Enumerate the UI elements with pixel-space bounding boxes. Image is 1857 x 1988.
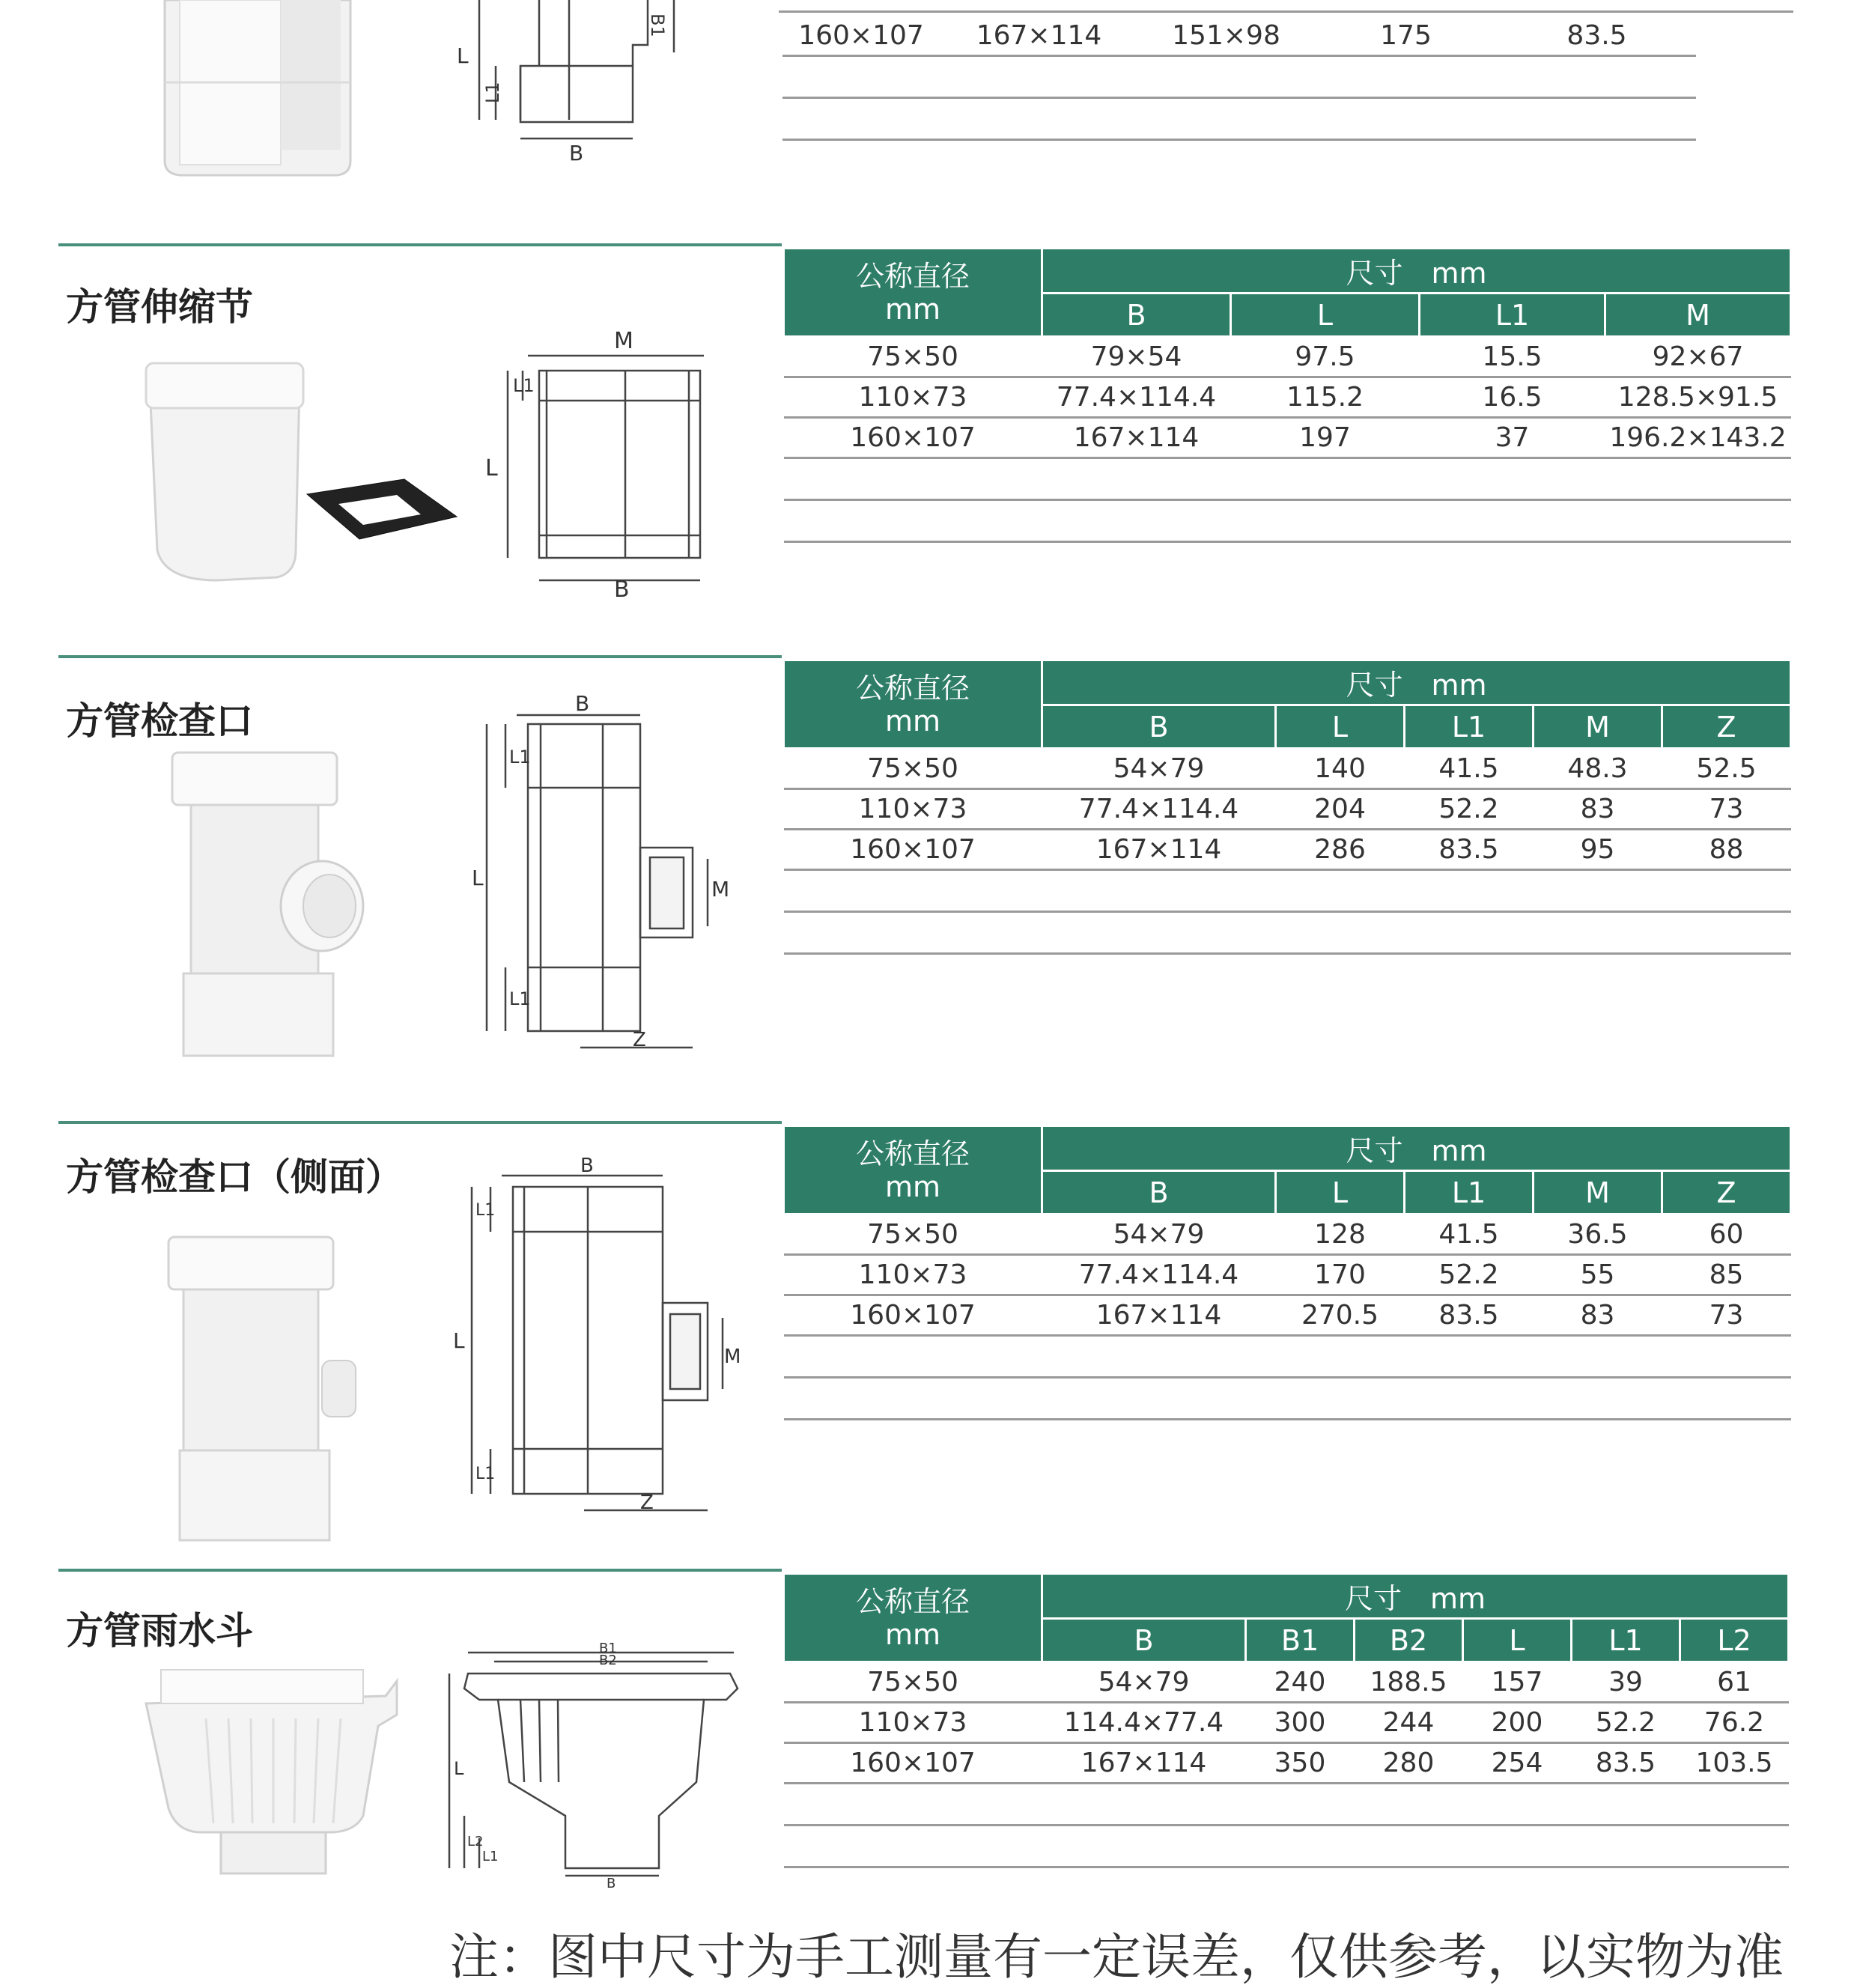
table-cell: 37 <box>1420 418 1605 458</box>
drawing-label-b1: B1 <box>599 1641 617 1656</box>
table-cell: 39 <box>1572 1662 1680 1703</box>
table-cell: 60 <box>1662 1215 1791 1255</box>
drawing-label-b: B <box>614 577 630 603</box>
table-cell: 95 <box>1534 830 1662 870</box>
table-row-blank <box>784 1378 1791 1420</box>
table-cell: 110×73 <box>784 377 1042 418</box>
table-cell: 110×73 <box>784 789 1042 830</box>
table-cell: 48.3 <box>1534 749 1662 789</box>
product-photo-top <box>150 0 367 187</box>
table-row <box>784 1703 1789 1743</box>
section-divider <box>58 243 782 246</box>
table-header-row <box>784 1126 1791 1171</box>
table-cell: 128.5×91.5 <box>1605 377 1791 418</box>
table-cell: 54×79 <box>1042 1215 1276 1255</box>
header-size: 尺寸 mm <box>1042 1574 1789 1619</box>
table-cell: 83.5 <box>1498 16 1696 56</box>
table-cell: 160×107 <box>784 418 1042 458</box>
table-cell: 61 <box>1680 1662 1789 1703</box>
column-header: L <box>1276 705 1405 749</box>
drawing-label-l1-top: L1 <box>509 747 531 767</box>
table-cell: 188.5 <box>1355 1662 1463 1703</box>
product-photo-inspection-port <box>161 749 386 1063</box>
table-cell: 110×73 <box>784 1703 1042 1743</box>
table-cell: 240 <box>1246 1662 1355 1703</box>
drawing-label-m: M <box>724 1346 741 1368</box>
column-header: L <box>1276 1171 1405 1215</box>
table-cell: 270.5 <box>1276 1295 1405 1336</box>
table-cell: 16.5 <box>1420 377 1605 418</box>
table-cell: 77.4×114.4 <box>1042 1255 1276 1295</box>
column-header: M <box>1534 1171 1662 1215</box>
table-cell: 167×114 <box>1042 1743 1246 1784</box>
spec-table-expansion-joint <box>782 247 1792 543</box>
table-cell: 170 <box>1276 1255 1405 1295</box>
table-cell: 85 <box>1662 1255 1791 1295</box>
table-row-blank <box>782 56 1696 98</box>
table-cell: 114.4×77.4 <box>1042 1703 1246 1743</box>
spec-table-inspection-port <box>782 659 1792 955</box>
drawing-label-l1-bottom: L1 <box>509 988 531 1009</box>
table-cell: 92×67 <box>1605 337 1791 377</box>
table-row-blank <box>784 1784 1789 1826</box>
table-cell: 244 <box>1355 1703 1463 1743</box>
table-cell: 41.5 <box>1405 749 1534 789</box>
drawing-label-b: B <box>569 141 584 165</box>
header-size: 尺寸 mm <box>1042 660 1791 705</box>
product-photo-expansion-joint <box>135 356 464 595</box>
table-cell: 73 <box>1662 1295 1791 1336</box>
table-cell: 54×79 <box>1042 749 1276 789</box>
drawing-label-b: B <box>575 691 590 716</box>
table-cell: 204 <box>1276 789 1405 830</box>
header-size: 尺寸 mm <box>1042 249 1791 294</box>
drawing-label-b2: B2 <box>599 1653 617 1668</box>
section-expansion-joint <box>0 243 1857 655</box>
table-cell: 73 <box>1662 789 1791 830</box>
spec-table-rain-hopper <box>782 1572 1790 1868</box>
drawing-label-b1: B1 <box>647 13 668 37</box>
table-row <box>784 749 1791 789</box>
table-cell: 52.2 <box>1405 1255 1534 1295</box>
column-header: B <box>1042 1619 1246 1662</box>
table-row-blank <box>782 98 1696 140</box>
column-header: Z <box>1662 705 1791 749</box>
table-cell: 254 <box>1463 1743 1572 1784</box>
table-cell: 167×114 <box>940 16 1138 56</box>
table-cell: 157 <box>1463 1662 1572 1703</box>
table-cell: 196.2×143.2 <box>1605 418 1791 458</box>
section-title: 方管伸缩节 <box>66 285 253 329</box>
table-cell: 97.5 <box>1231 337 1420 377</box>
drawing-label-z: Z <box>633 1029 646 1051</box>
spec-table-inspection-port-side <box>782 1125 1792 1420</box>
drawing-label-l: L <box>485 455 498 481</box>
table-cell: 200 <box>1463 1703 1572 1743</box>
column-header: L1 <box>1420 294 1605 337</box>
table-cell: 55 <box>1534 1255 1662 1295</box>
technical-drawing-expansion-joint <box>479 326 734 603</box>
table-cell: 128 <box>1276 1215 1405 1255</box>
table-cell: 300 <box>1246 1703 1355 1743</box>
column-header: B2 <box>1355 1619 1463 1662</box>
table-cell: 52.5 <box>1662 749 1791 789</box>
section-divider <box>58 655 782 658</box>
drawing-label-l1-bottom: L1 <box>475 1465 496 1483</box>
technical-drawing-inspection-port <box>472 691 741 1057</box>
table-cell: 15.5 <box>1420 337 1605 377</box>
drawing-label-l1-top: L1 <box>475 1201 496 1220</box>
table-cell: 160×107 <box>784 1743 1042 1784</box>
table-cell: 77.4×114.4 <box>1042 377 1231 418</box>
table-cell: 286 <box>1276 830 1405 870</box>
section-rain-hopper <box>0 1569 1857 1891</box>
table-cell: 75×50 <box>784 1215 1042 1255</box>
header-size: 尺寸 mm <box>1042 1126 1791 1171</box>
table-cell: 76.2 <box>1680 1703 1789 1743</box>
table-cell: 83.5 <box>1572 1743 1680 1784</box>
table-cell: 52.2 <box>1405 789 1534 830</box>
table-row <box>784 1255 1791 1295</box>
table-row-blank <box>784 500 1791 542</box>
table-cell: 167×114 <box>1042 1295 1276 1336</box>
table-cell: 151×98 <box>1138 16 1314 56</box>
section-top-partial <box>0 0 1857 240</box>
table-cell: 103.5 <box>1680 1743 1789 1784</box>
column-header: L1 <box>1572 1619 1680 1662</box>
table-cell: 77.4×114.4 <box>1042 789 1276 830</box>
table-row <box>784 1295 1791 1336</box>
section-title: 方管雨水斗 <box>66 1609 253 1653</box>
drawing-label-l: L <box>457 43 469 68</box>
table-cell: 350 <box>1246 1743 1355 1784</box>
table-cell: 83.5 <box>1405 1295 1534 1336</box>
header-nominal-diameter: 公称直径 mm <box>784 660 1042 749</box>
table-cell: 175 <box>1314 16 1498 56</box>
column-header: M <box>1534 705 1662 749</box>
drawing-label-l2: L2 <box>467 1834 484 1849</box>
table-row <box>784 830 1791 870</box>
table-cell: 75×50 <box>784 749 1042 789</box>
drawing-label-b: B <box>580 1155 594 1177</box>
section-divider <box>58 1121 782 1124</box>
drawing-label-z: Z <box>640 1492 654 1514</box>
table-rule <box>779 10 1793 13</box>
column-header: L1 <box>1405 705 1534 749</box>
drawing-label-m: M <box>711 877 730 902</box>
table-cell: 75×50 <box>784 337 1042 377</box>
technical-drawing-rain-hopper <box>449 1641 749 1891</box>
table-cell: 167×114 <box>1042 418 1231 458</box>
table-row-blank <box>784 912 1791 954</box>
table-header-row <box>784 1574 1789 1619</box>
section-divider <box>58 1569 782 1572</box>
column-header: L <box>1231 294 1420 337</box>
drawing-label-l: L <box>472 866 484 890</box>
spec-table-top <box>782 16 1696 141</box>
table-row <box>784 1215 1791 1255</box>
table-cell: 110×73 <box>784 1255 1042 1295</box>
table-cell: 197 <box>1231 418 1420 458</box>
table-row <box>784 418 1791 458</box>
drawing-label-l1: L1 <box>513 375 535 396</box>
drawing-label-b: B <box>607 1876 616 1891</box>
table-row <box>782 16 1696 56</box>
table-row-blank <box>784 1826 1789 1867</box>
table-cell: 280 <box>1355 1743 1463 1784</box>
table-cell: 160×107 <box>784 1295 1042 1336</box>
column-header: L1 <box>1405 1171 1534 1215</box>
product-photo-rain-hopper <box>139 1666 408 1876</box>
table-row-blank <box>784 1336 1791 1378</box>
product-photo-inspection-port-side <box>161 1233 371 1548</box>
table-row <box>784 789 1791 830</box>
technical-drawing-top <box>449 0 741 172</box>
section-inspection-port <box>0 655 1857 1119</box>
table-cell: 75×50 <box>784 1662 1042 1703</box>
column-header: B <box>1042 294 1231 337</box>
section-title: 方管检查口（侧面） <box>66 1155 403 1199</box>
drawing-label-l: L <box>453 1328 465 1353</box>
column-header: L <box>1463 1619 1572 1662</box>
table-cell: 36.5 <box>1534 1215 1662 1255</box>
header-nominal-diameter: 公称直径 mm <box>784 1126 1042 1215</box>
column-header: B1 <box>1246 1619 1355 1662</box>
table-header-row <box>784 249 1791 294</box>
table-row <box>784 337 1791 377</box>
table-row-blank <box>784 458 1791 500</box>
table-cell: 52.2 <box>1572 1703 1680 1743</box>
header-nominal-diameter: 公称直径 mm <box>784 1574 1042 1662</box>
table-row <box>784 1743 1789 1784</box>
column-header: M <box>1605 294 1791 337</box>
drawing-label-l1: L1 <box>482 1849 499 1864</box>
column-header: Z <box>1662 1171 1791 1215</box>
table-cell: 41.5 <box>1405 1215 1534 1255</box>
table-row-blank <box>784 870 1791 912</box>
table-cell: 83 <box>1534 789 1662 830</box>
table-cell: 167×114 <box>1042 830 1276 870</box>
table-row <box>784 377 1791 418</box>
table-header-row <box>784 660 1791 705</box>
table-cell: 160×107 <box>784 830 1042 870</box>
section-inspection-port-side <box>0 1121 1857 1570</box>
table-cell: 54×79 <box>1042 1662 1246 1703</box>
drawing-label-l1: L1 <box>482 82 503 103</box>
drawing-label-m: M <box>614 328 633 354</box>
section-title: 方管检查口 <box>66 699 253 743</box>
table-cell: 83.5 <box>1405 830 1534 870</box>
drawing-label-l: L <box>454 1758 464 1779</box>
header-nominal-diameter: 公称直径 mm <box>784 249 1042 337</box>
column-header: B <box>1042 705 1276 749</box>
table-cell: 140 <box>1276 749 1405 789</box>
table-cell: 88 <box>1662 830 1791 870</box>
table-cell: 160×107 <box>782 16 940 56</box>
footnote: 注：图中尺寸为手工测量有一定误差，仅供参考，以实物为准 <box>449 1928 1784 1986</box>
table-cell: 79×54 <box>1042 337 1231 377</box>
table-cell: 115.2 <box>1231 377 1420 418</box>
column-header: B <box>1042 1171 1276 1215</box>
table-cell: 83 <box>1534 1295 1662 1336</box>
technical-drawing-inspection-port-side <box>453 1157 745 1524</box>
table-row <box>784 1662 1789 1703</box>
column-header: L2 <box>1680 1619 1789 1662</box>
